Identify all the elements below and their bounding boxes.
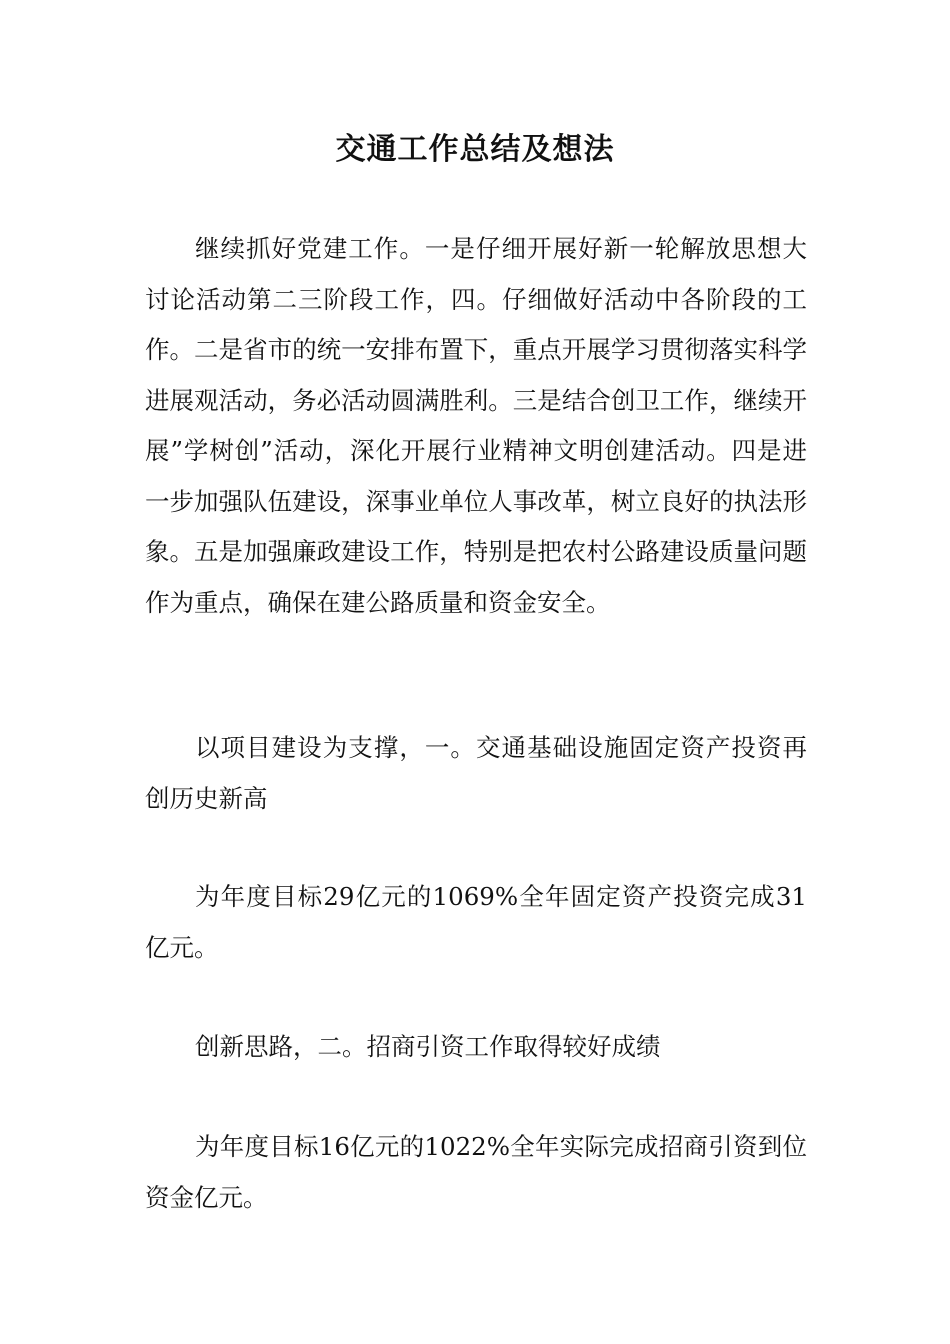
document-title: 交通工作总结及想法 <box>335 132 615 167</box>
paragraph-party-building: 继续抓好党建工作。一是仔细开展好新一轮解放思想大讨论活动第二三阶段工作，四。仔细做好活动中各阶段的工作。二是省市的统一安排布置下，重点开展学习贯彻落实科学进展观活动，务必活动圆满胜利。三是结合创卫工作，继续开展”学树创”活动，深化开展行业精神文明创建活动。四是进一步加强队伍建设，深事业单位人事改革，树立良好的执法形象。五是加强廉政建设工作，特别是把农村公路建设质量问题作为重点，确保在建公路质量和资金安全。 <box>145 234 807 617</box>
paragraph-attraction-result: 为年度目标16亿元的1022%全年实际完成招商引资到位资金亿元。 <box>145 1132 807 1212</box>
paragraph-project-construction: 以项目建设为支撑，一。交通基础设施固定资产投资再创历史新高 <box>145 733 807 813</box>
paragraph-investment-attraction: 创新思路，二。招商引资工作取得较好成绩 <box>195 1032 661 1061</box>
paragraph-fixed-asset-investment: 为年度目标29亿元的1069%全年固定资产投资完成31亿元。 <box>145 882 807 962</box>
